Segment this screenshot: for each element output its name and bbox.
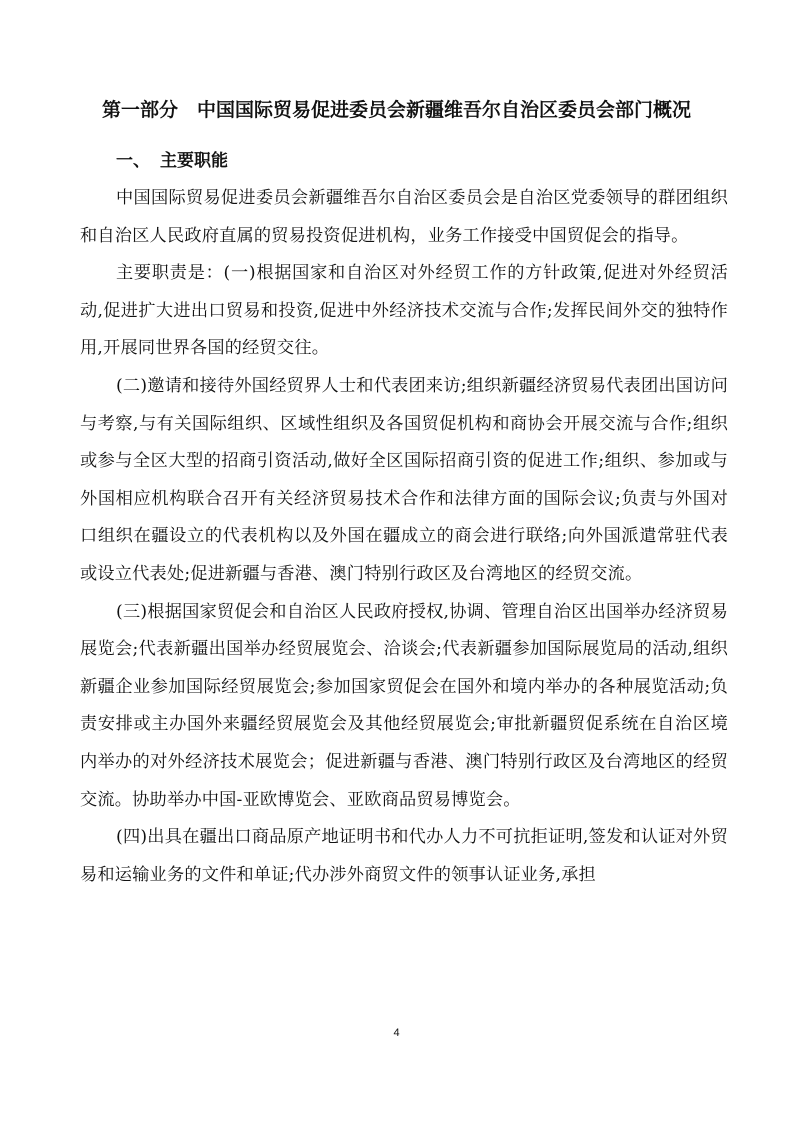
paragraph-duty-1: 主要职责是：(一)根据国家和自治区对外经贸工作的方针政策,促进对外经贸活动,促进扩大进出口贸易和投资,促进中外经济技术交流与合作;发挥民间外交的独特作用,开展同世界各国的经贸交往。 (80, 263, 728, 359)
paragraph-duty-2: (二)邀请和接待外国经贸界人士和代表团来访;组织新疆经济贸易代表团出国访问与考察,与有关国际组织、区域性组织及各国贸促机构和商协会开展交流与合作;组织或参与全区大型的招商引资活动,做好全区国际招商引资的促进工作;组织、参加或与外国相应机构联合召开有关经济贸易技术合作和法律方面的国际会议;负责与外国对口组织在疆设立的代表机构以及外国在疆成立的商会进行联络;向外国派遣常驻代表或设立代表处;促进新疆与香港、澳门特别行政区及台湾地区的经贸交流。 (80, 375, 728, 584)
part-title: 第一部分 中国国际贸易促进委员会新疆维吾尔自治区委员会部门概况 (101, 99, 691, 121)
page-number: 4 (393, 1027, 400, 1039)
paragraph-duty-3: (三)根据国家贸促会和自治区人民政府授权,协调、管理自治区出国举办经济贸易展览会;代表新疆出国举办经贸展览会、洽谈会;代表新疆参加国际展览局的活动,组织新疆企业参加国际经贸展览会;参加国家贸促会在国外和境内举办的各种展览活动;负责安排或主办国外来疆经贸展览会及其他经贸展览会;审批新疆贸促系统在自治区境内举办的对外经济技术展览会；促进新疆与香港、澳门特别行政区及台湾地区的经贸交流。协助举办中国-亚欧博览会、亚欧商品贸易博览会。 (80, 601, 728, 810)
body-text (80, 180, 728, 894)
section-heading (116, 148, 228, 174)
section-title: 主要职能 (160, 151, 228, 171)
paragraph-intro: 中国国际贸易促进委员会新疆维吾尔自治区委员会是自治区党委领导的群团组织和自治区人民政府直属的贸易投资促进机构，业务工作接受中国贸促会的指导。 (80, 188, 728, 246)
section-number: 一、 (116, 151, 150, 171)
paragraph-duty-4: (四)出具在疆出口商品原产地证明书和代办人力不可抗拒证明,签发和认证对外贸易和运输业务的文件和单证;代办涉外商贸文件的领事认证业务,承担 (80, 827, 728, 885)
